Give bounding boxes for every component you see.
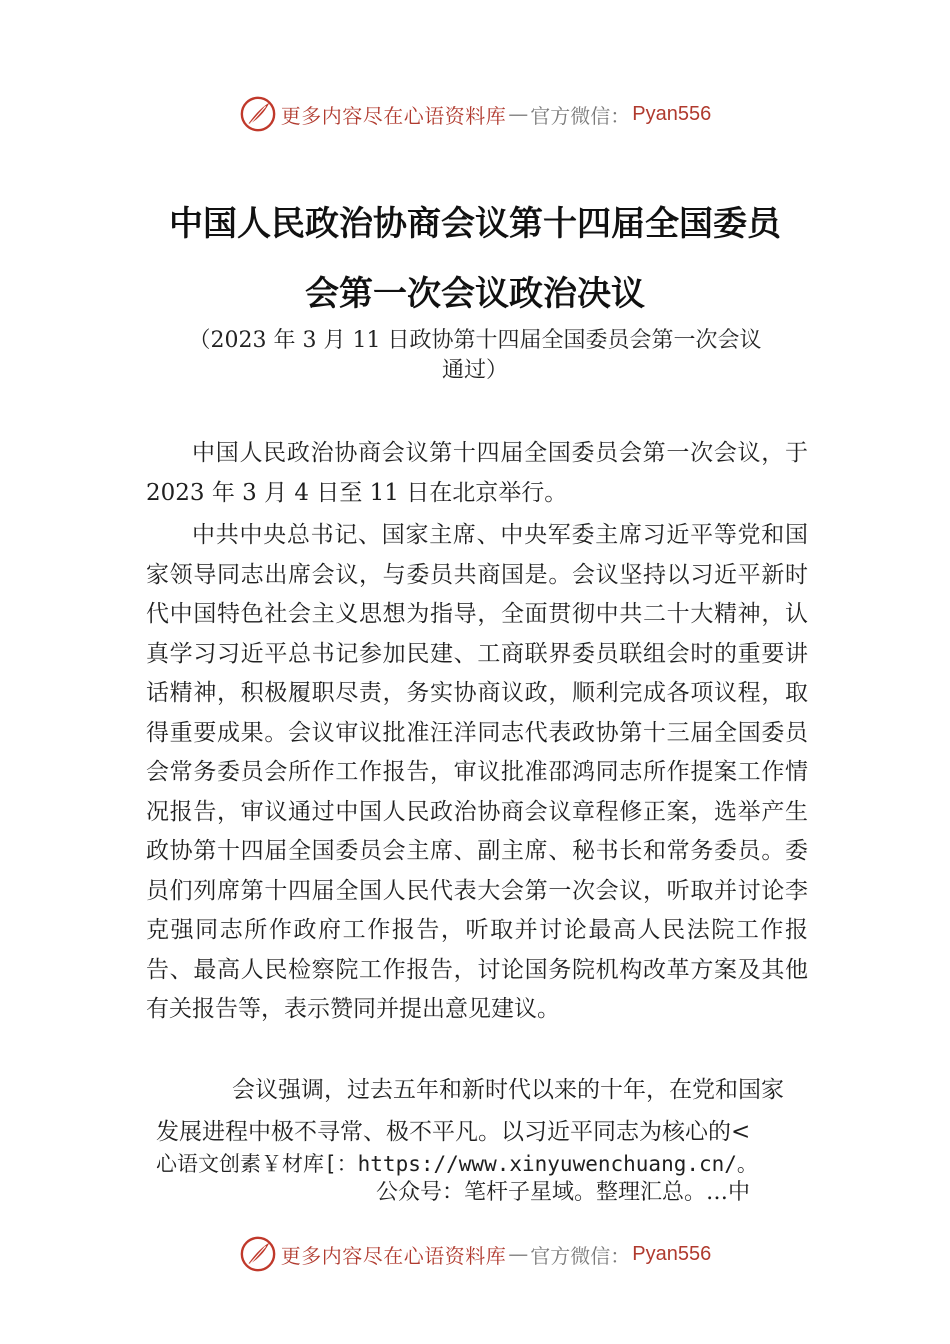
banner-text: 更多内容尽在心语资料库	[280, 103, 507, 128]
header-watermark-banner	[0, 92, 950, 136]
watermark-wechat-line: 公众号：笔杆子星域。整理汇总。…中	[376, 1180, 751, 1205]
footer-watermark-banner	[0, 1232, 950, 1276]
body-paragraph-1: 中国人民政治协商会议第十四届全国委员会第一次会议，于 2023 年 3 月 4 日至 11 日在北京举行。	[146, 440, 808, 506]
banner-wechat-id: Pyan556	[632, 1242, 712, 1265]
document-title-line1: 中国人民政治协商会议第十四届全国委员	[169, 204, 781, 244]
body-tail-line-1: 会议强调，过去五年和新时代以来的十年，在党和国家	[232, 1077, 784, 1103]
banner-wechat-id: Pyan556	[632, 102, 712, 125]
watermark-url-line: 心语文创素￥材库[：https://www.xinyuwenchuang.cn/。	[156, 1152, 758, 1176]
body-paragraph-2: 中共中央总书记、国家主席、中央军委主席习近平等党和国家领导同志出席会议，与委员共商国是。会议坚持以习近平新时代中国特色社会主义思想为指导，全面贯彻中共二十大精神，认真学习习近平总书记参加民建、工商联界委员联组会时的重要讲话精神，积极履职尽责，务实协商议政，顺利完成各项议程，取得重要成果。会议审议批准汪洋同志代表政协第十三届全国委员会常务委员会所作工作报告，审议批准邵鸿同志所作提案工作情况报告，审议通过中国人民政治协商会议章程修正案，选举产生政协第十四届全国委员会主席、副主席、秘书长和常务委员。委员们列席第十四届全国人民代表大会第一次会议，听取并讨论李克强同志所作政府工作报告，听取并讨论最高人民法院工作报告、最高人民检察院工作报告，讨论国务院机构改革方案及其他有关报告等，表示赞同并提出意见建议。	[146, 522, 808, 1022]
body-tail-line-2: 发展进程中极不寻常、极不平凡。以习近平同志为核心的<	[156, 1119, 751, 1145]
banner-separator: —	[508, 1242, 529, 1266]
body-paragraph-1-container	[146, 434, 808, 513]
document-subtitle-line2: 通过）	[441, 358, 508, 383]
banner-text: 更多内容尽在心语资料库	[280, 1243, 507, 1268]
document-subtitle-line1: （2023 年 3 月 11 日政协第十四届全国委员会第一次会议	[188, 328, 762, 353]
banner-separator: —	[508, 102, 529, 126]
feather-logo-icon	[239, 95, 277, 133]
document-title-line2: 会第一次会议政治决议	[305, 274, 645, 314]
feather-logo-icon	[239, 1235, 277, 1273]
body-paragraph-2-container	[146, 516, 808, 1030]
banner-wechat-label: 官方微信：	[530, 1243, 631, 1268]
banner-wechat-label: 官方微信：	[530, 103, 631, 128]
